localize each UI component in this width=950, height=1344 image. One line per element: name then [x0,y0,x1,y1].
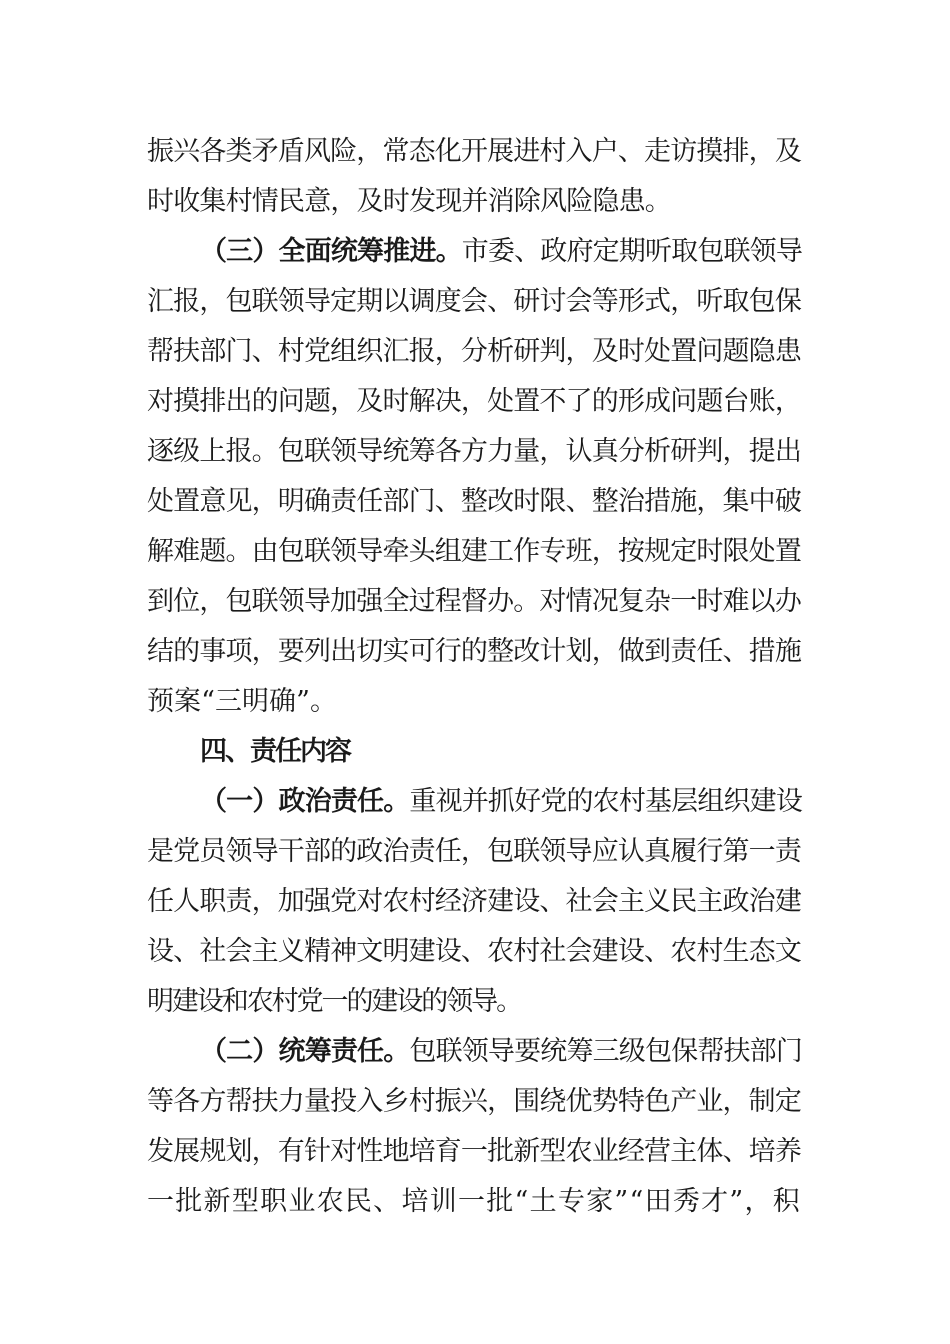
text-line [0,277,950,327]
text-line [0,627,950,677]
text-line [0,527,950,577]
line-content [147,1077,801,1127]
line-content [147,827,801,877]
line-content [147,577,801,627]
bold-heading-text: （一）政治责任。 [200,786,410,817]
line-content [147,527,801,577]
text-line [0,927,950,977]
body-text: 设、社会主义精神文明建设、农村社会建设、农村生态文 [147,936,802,967]
text-line [0,127,950,177]
text-line [0,877,950,927]
text-line [0,327,950,377]
line-content [147,477,801,527]
line-content [147,427,801,477]
line-content [200,1027,802,1077]
text-line [0,777,950,827]
bold-heading-text: （三）全面统筹推进。 [200,236,462,267]
line-content [147,977,521,1027]
line-content [147,177,671,227]
body-text: 发展规划，有针对性地培育一批新型农业经营主体、培养 [147,1136,802,1167]
bold-heading-text: 四、责任内容 [200,736,350,767]
body-text: 等各方帮扶力量投入乡村振兴，围绕优势特色产业，制定 [147,1086,802,1117]
line-content [147,677,337,727]
text-line [0,427,950,477]
line-content [147,877,801,927]
text-line [0,1127,950,1177]
text-line [0,677,950,727]
body-text: 逐级上报。包联领导统筹各方力量，认真分析研判，提出 [147,436,802,467]
body-text: 市委、政府定期听取包联领导 [461,236,803,267]
body-text: 包联领导要统筹三级包保帮扶部门 [409,1036,803,1067]
body-text: 结的事项，要列出切实可行的整改计划，做到责任、措施 [147,636,802,667]
text-line [0,227,950,277]
body-text: 对摸排出的问题，及时解决，处置不了的形成问题台账， [147,386,802,417]
body-text: 帮扶部门、村党组织汇报，分析研判，及时处置问题隐患 [147,336,802,367]
line-content [147,927,801,977]
text-line [0,1027,950,1077]
body-text: 预案“三明确”。 [147,686,337,717]
text-line [0,1077,950,1127]
text-line [0,577,950,627]
line-content [147,1177,801,1227]
text-line [0,377,950,427]
body-text: 到位，包联领导加强全过程督办。对情况复杂一时难以办 [147,586,802,617]
body-text: 处置意见，明确责任部门、整改时限、整治措施，集中破 [147,486,802,517]
body-text: 时收集村情民意，及时发现并消除风险隐患。 [147,186,672,217]
body-text: 振兴各类矛盾风险，常态化开展进村入户、走访摸排，及 [147,136,802,167]
text-line [0,977,950,1027]
line-content [147,277,801,327]
body-text: 一批新型职业农民、培训一批“土专家”“田秀才”，积 [147,1186,801,1217]
text-line [0,177,950,227]
line-content [147,627,801,677]
text-line [0,1177,950,1227]
body-text: 明建设和农村党一的建设的领导。 [147,986,521,1017]
text-line [0,727,950,777]
line-content [147,377,801,427]
body-text: 解难题。由包联领导牵头组建工作专班，按规定时限处置 [147,536,802,567]
body-text: 是党员领导干部的政治责任，包联领导应认真履行第一责 [147,836,802,867]
body-text: 重视并抓好党的农村基层组织建设 [409,786,803,817]
text-line [0,477,950,527]
line-content [200,727,350,777]
line-content [147,1127,801,1177]
line-content [147,127,801,177]
bold-heading-text: （二）统筹责任。 [200,1036,410,1067]
body-text: 任人职责，加强党对农村经济建设、社会主义民主政治建 [147,886,802,917]
text-line [0,827,950,877]
line-content [200,227,802,277]
line-content [147,327,801,377]
body-text: 汇报，包联领导定期以调度会、研讨会等形式，听取包保 [147,286,802,317]
line-content [200,777,802,827]
